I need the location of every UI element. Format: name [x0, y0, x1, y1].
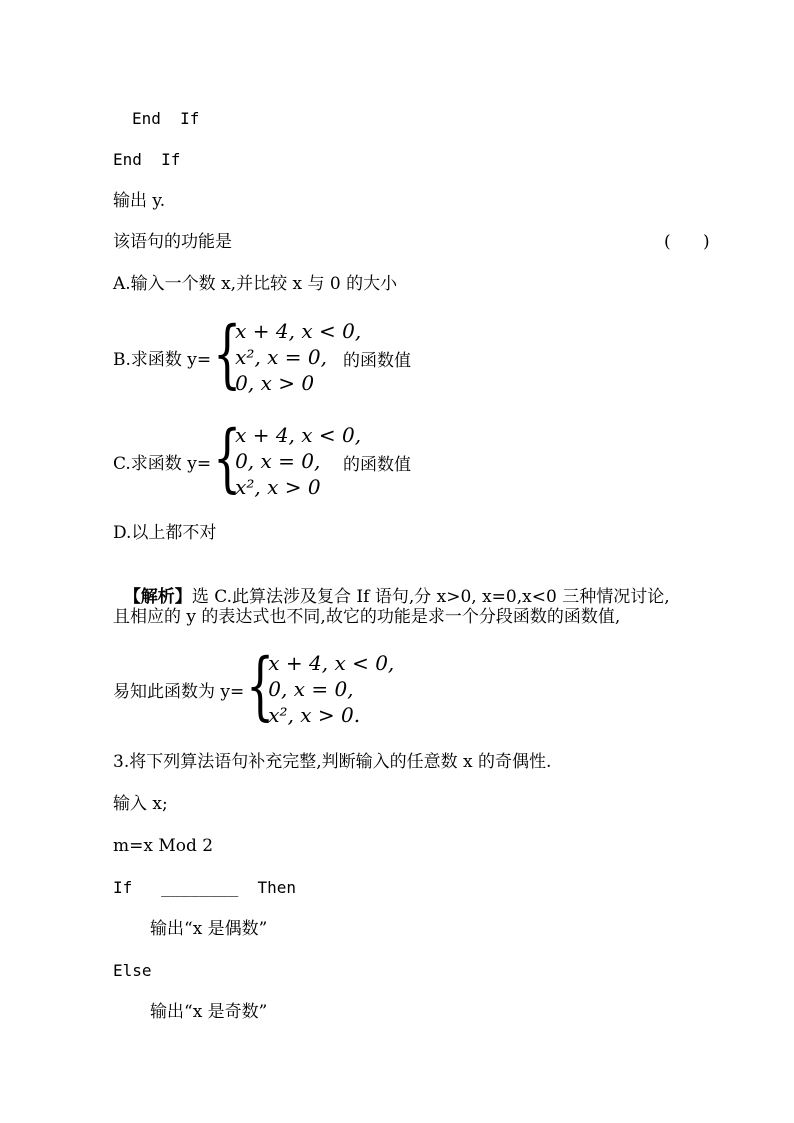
option-b-prefix: B.求函数 y=	[113, 349, 212, 370]
analysis-tag: 【解析】	[123, 587, 192, 607]
brace-icon: {	[213, 415, 242, 501]
problem3-stem: 3.将下列算法语句补充完整,判断输入的任意数 x 的奇偶性.	[113, 752, 552, 772]
analysis-prefix: 易知此函数为 y=	[113, 681, 245, 702]
answer-paren: ( )	[664, 232, 710, 252]
brace-icon: {	[213, 311, 242, 397]
analysis-case-3: x², x > 0.	[268, 703, 361, 727]
option-d: D.以上都不对	[113, 523, 217, 543]
option-b	[113, 311, 362, 397]
analysis-cases	[268, 650, 394, 728]
option-b-case-1: x + 4, x < 0,	[235, 319, 362, 343]
analysis-text-1: 选 C.此算法涉及复合 If 语句,分 x>0, x=0,x<0 三种情况讨论,	[191, 587, 670, 607]
code-inner-end-if: End If	[132, 109, 200, 128]
analysis-line-1	[113, 564, 670, 608]
option-c-suffix: 的函数值	[343, 455, 411, 475]
analysis-case-1: x + 4, x < 0,	[268, 651, 395, 675]
problem3-output-odd: 输出“x 是奇数”	[150, 1002, 268, 1022]
problem3-output-even: 输出“x 是偶数”	[150, 919, 268, 939]
problem3-else: Else	[113, 961, 152, 980]
option-c-case-2: 0, x = 0,	[235, 449, 321, 473]
option-c-case-1: x + 4, x < 0,	[235, 423, 362, 447]
analysis-case-2: 0, x = 0,	[268, 677, 354, 701]
code-outer-end-if: End If	[113, 150, 181, 169]
option-a: A.输入一个数 x,并比较 x 与 0 的大小	[113, 274, 398, 294]
option-c-case-3: x², x > 0	[235, 475, 321, 499]
option-b-case-2: x², x = 0,	[235, 345, 328, 369]
brace-icon: {	[246, 643, 275, 729]
option-c	[113, 415, 362, 501]
option-b-case-3: 0, x > 0	[235, 371, 315, 395]
problem3-mod: m=x Mod 2	[113, 836, 214, 856]
option-b-suffix: 的函数值	[343, 351, 411, 371]
option-c-prefix: C.求函数 y=	[113, 453, 212, 474]
problem3-if: If ________ Then	[113, 878, 297, 897]
analysis-line-2: 且相应的 y 的表达式也不同,故它的功能是求一个分段函数的函数值,	[113, 607, 621, 627]
problem3-input: 输入 x;	[113, 794, 168, 814]
analysis-formula	[113, 643, 395, 729]
question-stem: 该语句的功能是	[113, 232, 232, 252]
code-output-y: 输出 y.	[113, 191, 166, 211]
